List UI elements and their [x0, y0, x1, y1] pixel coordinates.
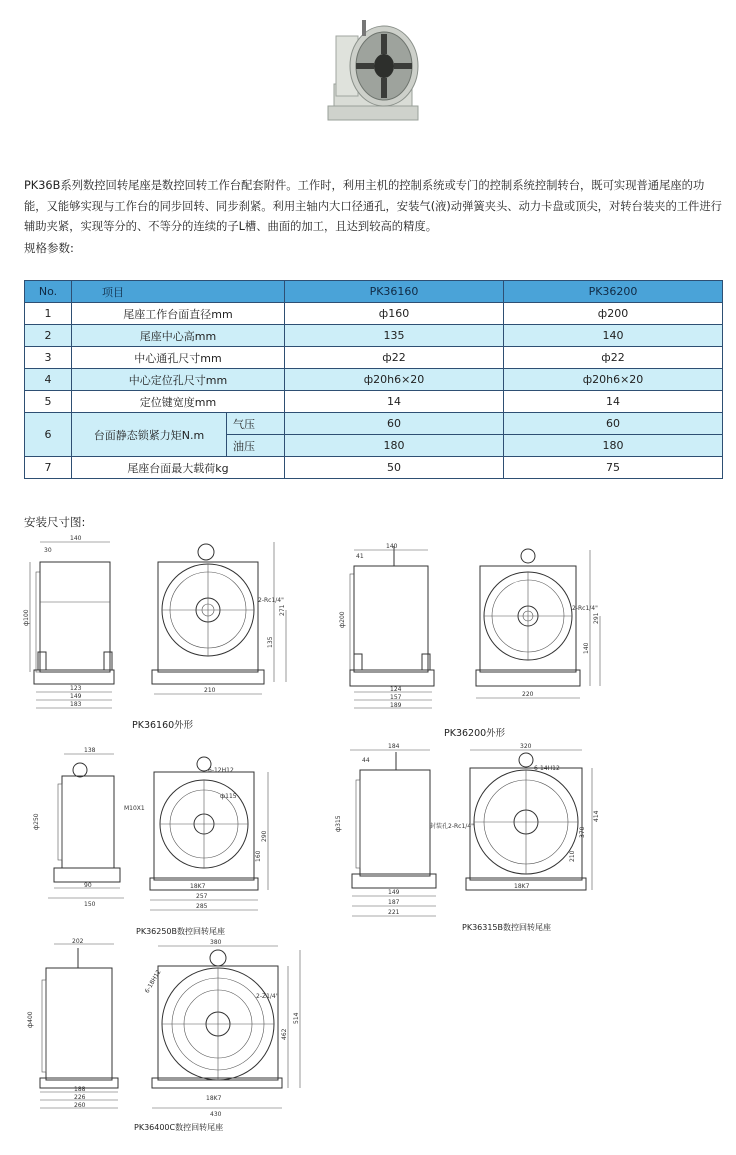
dim-text: ф115 — [220, 793, 237, 800]
dim-text: 430 — [210, 1111, 222, 1118]
row-item: 尾座工作台面直径mm — [72, 303, 285, 325]
header-model-1: PK36160 — [285, 281, 504, 303]
dim-text: 150 — [84, 901, 96, 908]
drawing-pk36160 — [24, 532, 314, 742]
table-row — [25, 413, 723, 435]
dim-text: 6-14H12 — [534, 765, 560, 772]
row-sub-label: 油压 — [227, 435, 285, 457]
header-no: No. — [25, 281, 72, 303]
dim-text: M10X1 — [124, 805, 145, 812]
dim-text: 44 — [362, 757, 370, 764]
dim-text: 414 — [593, 810, 600, 822]
dim-text: 380 — [210, 939, 222, 946]
dim-text: 160 — [255, 850, 262, 862]
dim-text: 189 — [390, 702, 402, 709]
row-model-1: ф22 — [285, 347, 504, 369]
dim-text: 30 — [44, 547, 52, 554]
dim-text: ф315 — [335, 815, 342, 832]
dim-text: ф400 — [27, 1011, 34, 1028]
dim-text: 2-Z1/4" — [256, 993, 279, 1000]
dim-text: 462 — [281, 1028, 288, 1040]
row-item: 台面静态锁紧力矩N.m — [72, 413, 227, 457]
drawing-pk36400c — [24, 940, 314, 1136]
row-item: 中心定位孔尺寸mm — [72, 369, 285, 391]
dim-text: 41 — [356, 553, 364, 560]
table-header-row — [25, 281, 723, 303]
dim-text: 187 — [388, 899, 400, 906]
row-no: 6 — [25, 413, 72, 457]
dim-text: 18K7 — [190, 883, 206, 890]
row-item: 定位键宽度mm — [72, 391, 285, 413]
table-row — [25, 369, 723, 391]
dim-text: ф100 — [23, 609, 30, 626]
dim-text: 220 — [522, 691, 534, 698]
dim-text: 184 — [388, 743, 400, 750]
caption-pk36160: PK36160外形 — [132, 720, 194, 731]
caption-pk36315b: PK36315B数控回转尾座 — [462, 923, 552, 932]
dim-text: 260 — [74, 1102, 86, 1109]
dim-text: 138 — [84, 747, 96, 754]
row-model-2: 75 — [504, 457, 723, 479]
dim-text: 210 — [569, 850, 576, 862]
row-model-2: 140 — [504, 325, 723, 347]
dim-text: 291 — [593, 612, 600, 624]
row-model-2: 60 — [504, 413, 723, 435]
dim-text: 124 — [390, 686, 402, 693]
dim-text: 封装孔2-Rc1/4" — [430, 823, 474, 830]
dim-text: 18K7 — [206, 1095, 222, 1102]
intro-paragraph: PK36B系列数控回转尾座是数控回转工作台配套附件。工作时，利用主机的控制系统或专门的控制系统控制转台，既可实现普通尾座的功能，又能够实现与工作台的同步回转、同步刹紧。利用主轴内大口径通孔，安装气(液)动弹簧夹头、动力卡盘或顶尖，对转台装夹的工件进行辅助夹紧，实现等分的、不等分的连续的子L槽、曲面的加工，且达到较高的精度。 — [24, 179, 722, 233]
table-row — [25, 325, 723, 347]
spec-table — [24, 280, 723, 479]
row-model-1: 180 — [285, 435, 504, 457]
row-no: 4 — [25, 369, 72, 391]
dim-text: 18K7 — [514, 883, 530, 890]
row-model-2: ф22 — [504, 347, 723, 369]
dim-text: 202 — [72, 938, 84, 945]
dim-text: 271 — [279, 604, 286, 616]
table-row — [25, 457, 723, 479]
dim-text: 2-Rc1/4" — [572, 605, 598, 612]
dim-text: 257 — [196, 893, 208, 900]
row-item: 尾座中心高mm — [72, 325, 285, 347]
row-no: 5 — [25, 391, 72, 413]
dim-text: 290 — [261, 830, 268, 842]
dim-text: 90 — [84, 882, 92, 889]
dim-text: 140 — [386, 543, 398, 550]
dim-text: 210 — [204, 687, 216, 694]
dim-text: 140 — [70, 535, 82, 542]
row-model-1: 135 — [285, 325, 504, 347]
row-no: 7 — [25, 457, 72, 479]
row-model-1: ф20h6×20 — [285, 369, 504, 391]
row-no: 2 — [25, 325, 72, 347]
row-sub-label: 气压 — [227, 413, 285, 435]
row-model-1: 14 — [285, 391, 504, 413]
caption-pk36400c: PK36400C数控回转尾座 — [134, 1123, 224, 1132]
dim-text: 157 — [390, 694, 402, 701]
table-row — [25, 391, 723, 413]
drawing-pk36315b — [330, 744, 610, 940]
caption-pk36250b: PK36250B数控回转尾座 — [136, 927, 226, 936]
dim-text: ф200 — [339, 611, 346, 628]
dim-text: 183 — [70, 701, 82, 708]
dim-text: 221 — [388, 909, 400, 916]
dim-text: 149 — [70, 693, 82, 700]
dim-text: 2-Rc1/4" — [258, 597, 284, 604]
dim-text: 149 — [388, 889, 400, 896]
row-model-1: 60 — [285, 413, 504, 435]
table-row — [25, 303, 723, 325]
dim-text: 320 — [520, 743, 532, 750]
row-model-1: 50 — [285, 457, 504, 479]
caption-pk36200: PK36200外形 — [444, 728, 506, 739]
dim-text: 226 — [74, 1094, 86, 1101]
drawing-pk36250b — [24, 748, 286, 944]
dim-text: 6-12H12 — [208, 767, 234, 774]
row-item: 尾座台面最大载荷kg — [72, 457, 285, 479]
dim-text: 285 — [196, 903, 208, 910]
dim-text: 123 — [70, 685, 82, 692]
row-model-2: 14 — [504, 391, 723, 413]
row-model-1: ф160 — [285, 303, 504, 325]
dim-text: 6-18H12 — [143, 968, 163, 995]
spec-label: 规格参数: — [24, 241, 74, 255]
row-no: 1 — [25, 303, 72, 325]
product-photo — [326, 14, 420, 124]
dim-text: 135 — [267, 636, 274, 648]
install-label: 安装尺寸图: — [24, 515, 86, 529]
row-item: 中心通孔尺寸mm — [72, 347, 285, 369]
row-model-2: ф200 — [504, 303, 723, 325]
header-item: 项目 — [72, 281, 285, 303]
dim-text: 370 — [579, 826, 586, 838]
dim-text: 188 — [74, 1086, 86, 1093]
drawing-pk36200 — [340, 540, 610, 745]
dim-text: ф250 — [33, 813, 40, 830]
row-model-2: 180 — [504, 435, 723, 457]
dim-text: 140 — [583, 642, 590, 654]
row-model-2: ф20h6×20 — [504, 369, 723, 391]
header-model-2: PK36200 — [504, 281, 723, 303]
table-row — [25, 347, 723, 369]
row-no: 3 — [25, 347, 72, 369]
dim-text: 514 — [293, 1012, 300, 1024]
